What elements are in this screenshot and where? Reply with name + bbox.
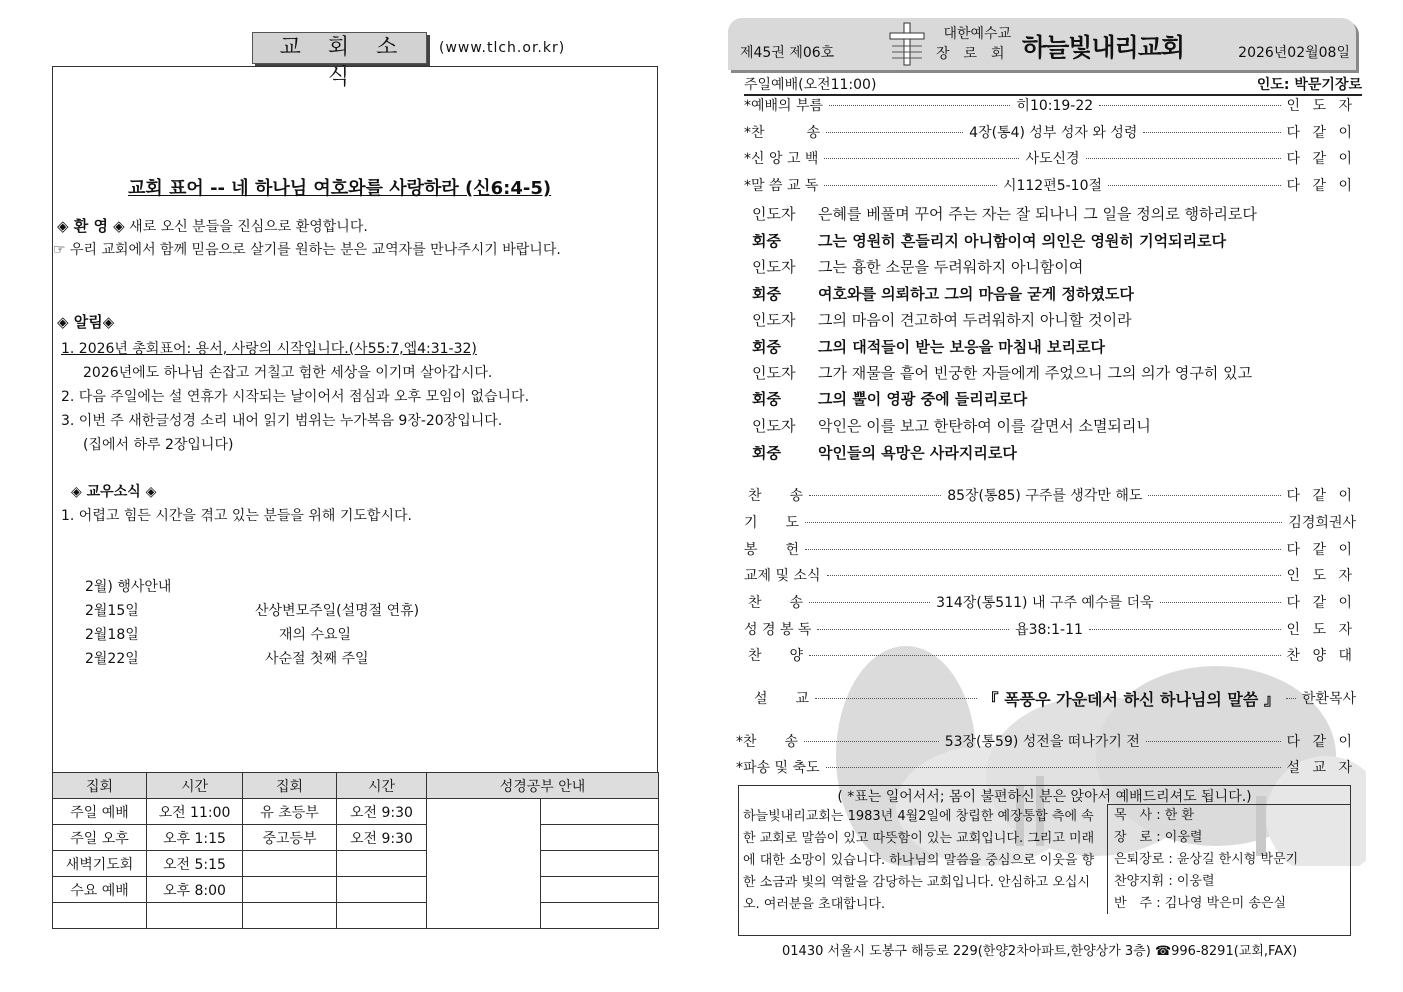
leader-dots: [1148, 495, 1280, 496]
responsive-reading-line: [752, 309, 1132, 330]
standing-note: ( *표는 일어서서; 몸이 불편하신 분은 앉아서 예배드리셔도 됩니다.): [837, 789, 1252, 805]
schedule-cell: [541, 903, 659, 929]
reading-text: 그의 마음이 견고하여 두려워하지 아니할 것이라: [818, 311, 1132, 329]
denomination-line: 대한예수교: [943, 26, 1012, 42]
staff-item: 목 사 : 한 환: [1114, 808, 1195, 823]
order-label: *신 앙 고 백: [744, 151, 819, 167]
event-row: [85, 599, 419, 623]
schedule-cell: 오전 9:30: [337, 799, 427, 825]
leader-dots: [809, 602, 930, 603]
order-label: *파송 및 축도: [736, 760, 820, 776]
schedule-cell: 주일 예배: [53, 799, 147, 825]
order-person: 다 같 이: [1286, 734, 1357, 750]
leader-dots: [1086, 158, 1281, 159]
order-person: 다 같 이: [1286, 125, 1356, 141]
leader-dots: [1286, 698, 1296, 699]
order-person: 김경희권사: [1288, 515, 1356, 531]
event-name: 재의 수요일: [279, 627, 352, 643]
worship-order-item: [744, 120, 1356, 144]
worship-order-item: [744, 686, 1356, 710]
reader-role: 인도자: [752, 417, 796, 435]
schedule-cell: [243, 877, 337, 903]
schedule-cell: 오전 9:30: [337, 825, 427, 851]
events-section: [85, 575, 419, 671]
leader-dots: [809, 655, 1280, 656]
worship-order-item: [744, 173, 1356, 197]
order-detail: 85장(통85) 구주를 생각만 해도: [947, 488, 1143, 504]
schedule-cell: 오전 5:15: [147, 851, 243, 877]
schedule-row: [53, 851, 659, 877]
responsive-reading-line: [752, 203, 1257, 224]
schedule-cell: [541, 799, 659, 825]
notice-item: 3. 이번 주 새한글성경 소리 내어 읽기 범위는 누가복음 9장-20장입니다.: [61, 413, 503, 429]
order-person: 다 같 이: [1286, 542, 1356, 558]
news-box: [52, 66, 658, 773]
responsive-reading-line: [752, 442, 1017, 463]
order-person: 다 같 이: [1286, 151, 1357, 167]
order-label: 설 교: [754, 691, 810, 707]
order-label: 기 도: [744, 515, 800, 531]
notice-item: (집에서 하루 2장입니다): [83, 437, 234, 453]
order-label: 봉 헌: [744, 542, 800, 558]
event-name: 산상변모주일(설명절 연휴): [255, 603, 420, 619]
schedule-table: [52, 772, 659, 929]
leader-dots: [815, 698, 977, 699]
order-person: 다 같 이: [1286, 488, 1357, 504]
staff-list: [1107, 804, 1351, 914]
news-title: 교 회 소 식: [252, 32, 427, 64]
notice-list: [61, 337, 529, 457]
welcome-heading: ◈ 환 영 ◈: [57, 217, 125, 235]
order-person: 인 도 자: [1286, 98, 1356, 114]
prayer-item: 1. 어렵고 힘든 시간을 겪고 있는 분들을 위해 기도합시다.: [61, 508, 412, 524]
schedule-header: 성경공부 안내: [427, 773, 659, 799]
schedule-cell: 새벽기도회: [53, 851, 147, 877]
leader-dots: [1146, 741, 1281, 742]
worship-order-item: [736, 729, 1356, 753]
staff-item: 찬양지휘 : 이웅렬: [1114, 874, 1215, 889]
schedule-cell: [243, 851, 337, 877]
reader-role: 회중: [752, 390, 781, 408]
leader-dots: [824, 158, 1019, 159]
leader-dots: [826, 767, 1281, 768]
order-detail: 욥38:1-11: [1015, 622, 1083, 638]
order-person: 인 도 자: [1286, 568, 1356, 584]
staff-item: 반 주 : 김나영 박은미 송은실: [1114, 896, 1287, 911]
reading-text: 그의 뿔이 영광 중에 들리리로다: [818, 390, 1028, 408]
schedule-row: [53, 903, 659, 929]
reading-text: 여호와를 의뢰하고 그의 마음을 굳게 정하였도다: [818, 285, 1134, 303]
schedule-cell: 오전 11:00: [147, 799, 243, 825]
responsive-reading-line: [752, 362, 1252, 383]
order-person: 다 같 이: [1286, 595, 1356, 611]
church-motto: 교회 표어 -- 네 하나님 여호와를 사랑하라 (신6:4-5): [128, 178, 552, 199]
order-person: 인 도 자: [1286, 622, 1356, 638]
welcome-note: ☞ 우리 교회에서 함께 믿음으로 살기를 원하는 분은 교역자를 만나주시기 바랍니다.: [53, 242, 561, 258]
schedule-header: 시간: [337, 773, 427, 799]
schedule-cell: 유 초등부: [243, 799, 337, 825]
leader-dots: [805, 549, 1280, 550]
leader-dots: [824, 185, 997, 186]
reader-role: 회중: [752, 285, 781, 303]
staff-item: 은퇴장로 : 윤상길 한시형 박문기: [1114, 852, 1299, 867]
schedule-cell: 오후 8:00: [147, 877, 243, 903]
worship-order-item: [744, 617, 1356, 641]
schedule-header: 집회: [53, 773, 147, 799]
service-line: [744, 74, 1362, 94]
order-label: *말 씀 교 독: [744, 178, 819, 194]
worship-order-item: [744, 537, 1356, 561]
leader-dots: [1143, 132, 1280, 133]
responsive-reading-line: [752, 388, 1027, 409]
events-heading: 2월) 행사안내: [85, 579, 172, 595]
reader-role: 인도자: [752, 205, 796, 223]
schedule-cell: [53, 903, 147, 929]
leader-dots: [827, 575, 1281, 576]
order-label: 교제 및 소식: [744, 568, 821, 584]
church-address: 01430 서울시 도봉구 해등로 229(한양2차아파트,한양상가 3층) ☎996-8291(교회,FAX): [782, 944, 1298, 959]
schedule-cell: [337, 903, 427, 929]
reader-role: 회중: [752, 338, 781, 356]
notice-item: 2026년에도 하나님 손잡고 거칠고 험한 세상을 이기며 살아갑시다.: [83, 365, 493, 381]
order-label: 찬 송: [748, 595, 804, 611]
schedule-cell: [337, 851, 427, 877]
welcome-line: [57, 215, 368, 236]
notice-item: 2. 다음 주일에는 설 연휴가 시작되는 날이어서 점심과 오후 모임이 없습니다.: [61, 389, 530, 405]
leader-dots: [1108, 185, 1281, 186]
schedule-cell: [541, 825, 659, 851]
leader-dots: [826, 132, 963, 133]
reader-role: 인도자: [752, 258, 796, 276]
responsive-reading-line: [752, 256, 1083, 277]
leader-dots: [1099, 105, 1280, 106]
order-detail: 53장(통59) 성전을 떠나가기 전: [944, 734, 1140, 750]
order-label: 성 경 봉 독: [744, 622, 812, 638]
bulletin-date: 2026년02월08일: [1238, 45, 1350, 61]
order-detail: 시112편5-10절: [1002, 178, 1103, 194]
schedule-header: 시간: [147, 773, 243, 799]
church-info-box: [738, 785, 1351, 936]
volume-number: 제45권 제06호: [740, 45, 835, 61]
reading-text: 악인은 이를 보고 한탄하여 이를 갈면서 소멸되리니: [818, 417, 1151, 435]
worship-order-item: [744, 483, 1356, 507]
event-date: 2월15일: [85, 603, 139, 619]
church-name: 하늘빛내리교회: [1022, 33, 1185, 62]
schedule-row: [53, 825, 659, 851]
responsive-reading-line: [752, 283, 1134, 304]
event-name: 사순절 첫째 주일: [265, 651, 369, 667]
leader-dots: [809, 495, 941, 496]
reader-role: 회중: [752, 444, 781, 462]
event-date: 2월18일: [85, 627, 139, 643]
worship-order-item: [744, 146, 1356, 170]
schedule-cell: 수요 예배: [53, 877, 147, 903]
order-detail: 314장(통511) 내 구주 예수를 더욱: [936, 595, 1154, 611]
schedule-row: [53, 877, 659, 903]
sermon-title: 『 폭풍우 가운데서 하신 하나님의 말씀 』: [982, 689, 1280, 709]
responsive-reading-line: [752, 336, 1105, 357]
reading-text: 은혜를 베풀며 꾸어 주는 자는 잘 되나니 그 일을 정의로 행하리로다: [818, 205, 1257, 223]
news-header: [252, 32, 566, 90]
church-cross-logo-icon: [884, 20, 930, 68]
service-leader: 인도: 박문기장로: [1256, 77, 1362, 93]
reader-role: 인도자: [752, 311, 796, 329]
denomination: [936, 24, 1019, 64]
reading-text: 그가 재물을 흩어 빈궁한 자들에게 주었으니 그의 의가 영구히 있고: [818, 364, 1253, 382]
reading-text: 악인들의 욕망은 사라지리로다: [818, 444, 1017, 462]
reading-text: 그는 영원히 흔들리지 아니함이여 의인은 영원히 기억되리로다: [818, 232, 1227, 250]
order-label: 찬 송: [748, 488, 804, 504]
order-person: 다 같 이: [1286, 178, 1357, 194]
leader-dots: [817, 629, 1009, 630]
worship-order-item: [744, 643, 1356, 667]
order-label: *찬 송: [736, 734, 799, 750]
schedule-header: 집회: [243, 773, 337, 799]
responsive-reading-line: [752, 415, 1151, 436]
schedule-cell: [147, 903, 243, 929]
schedule-row: [53, 799, 659, 825]
event-row: [85, 623, 419, 647]
order-detail: 사도신경: [1025, 151, 1080, 167]
prayer-heading: ◈ 교우소식 ◈: [71, 484, 157, 500]
order-detail: 4장(통4) 성부 성자 와 성령: [969, 125, 1138, 141]
worship-order-item: [744, 563, 1356, 587]
order-label: *찬 송: [744, 125, 821, 141]
event-date: 2월22일: [85, 651, 139, 667]
reading-text: 그의 대적들이 받는 보응을 마침내 보리로다: [818, 338, 1105, 356]
leader-dots: [1089, 629, 1281, 630]
worship-order-item: [744, 590, 1356, 614]
denomination-line: 장로회: [936, 46, 1019, 62]
schedule-cell: [243, 903, 337, 929]
responsive-reading-line: [752, 230, 1226, 251]
leader-dots: [804, 741, 939, 742]
schedule-cell: 중고등부: [243, 825, 337, 851]
order-person: 설 교 자: [1286, 760, 1356, 776]
order-person: 한환목사: [1301, 691, 1356, 707]
notice-item: 1. 2026년 총회표어: 용서, 사랑의 시작입니다.(사55:7,엡4:31-32): [61, 341, 477, 357]
leader-dots: [829, 105, 1010, 106]
leader-dots: [805, 522, 1282, 523]
schedule-cell: [337, 877, 427, 903]
order-label: *예배의 부름: [744, 98, 824, 114]
order-detail: 히10:19-22: [1016, 98, 1094, 114]
event-row: [85, 647, 419, 671]
reading-text: 그는 흉한 소문을 두려워하지 아니함이여: [818, 258, 1084, 276]
worship-order-item: [744, 93, 1356, 117]
schedule-cell: 주일 오후: [53, 825, 147, 851]
reader-role: 회중: [752, 232, 781, 250]
staff-item: 장 로 : 이웅렬: [1114, 830, 1203, 845]
church-url[interactable]: (www.tlch.or.kr): [439, 40, 566, 56]
schedule-cell: [427, 799, 541, 929]
schedule-cell: [541, 851, 659, 877]
worship-order-item: [736, 755, 1356, 779]
schedule-cell: [541, 877, 659, 903]
schedule-cell: 오후 1:15: [147, 825, 243, 851]
notice-heading: ◈ 알림◈: [57, 313, 115, 331]
service-time: 주일예배(오전11:00): [744, 77, 877, 93]
bulletin-header: [728, 18, 1356, 70]
reader-role: 인도자: [752, 364, 796, 382]
order-label: 찬 양: [748, 648, 804, 664]
worship-order-item: [744, 510, 1356, 534]
leader-dots: [1160, 602, 1281, 603]
welcome-text: 새로 오신 분들을 진심으로 환영합니다.: [129, 219, 368, 235]
schedule-header-row: [53, 773, 659, 799]
church-description: 하늘빛내리교회는 1983년 4월2일에 창립한 예장통합 측에 속한 교회로 말씀이 있고 따뜻함이 있는 교회입니다. 그리고 미래에 대한 소망이 있습니다. 하나님의 말씀을 중심으로 이웃을 향한 소금과 빛의 역할을 감당하는 교회입니다. 안심하고 오십시오. 여러분을 초대합니다.: [743, 809, 1095, 912]
order-person: 찬 양 대: [1286, 648, 1356, 664]
